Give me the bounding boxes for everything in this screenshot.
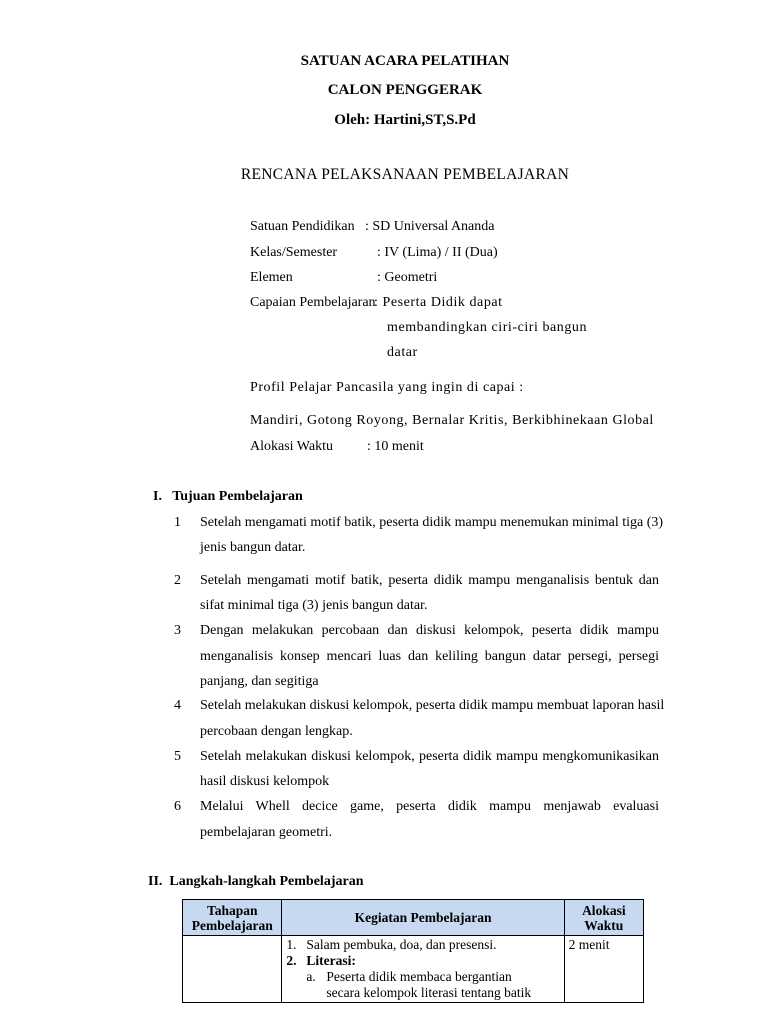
steps-table <box>182 899 644 1003</box>
list-item-text: Salam pembuka, doa, dan presensi. <box>306 937 497 952</box>
list-item-number: 5 <box>174 749 181 764</box>
list-item <box>286 937 559 953</box>
profil-label: Profil Pelajar Pancasila yang ingin di capai : <box>250 380 524 395</box>
list-item-line: Setelah mengamati motif batik, peserta didik mampu menganalisis bentuk dan <box>200 573 659 588</box>
list-item-line: pembelajaran geometri. <box>200 825 333 840</box>
list-item-line: Melalui Whell decice game, peserta didik mampu menjawab evaluasi <box>200 799 659 814</box>
list-item-line: percobaan dengan lengkap. <box>200 724 353 739</box>
table-header-row <box>183 900 644 936</box>
header-kegiatan: Kegiatan Pembelajaran <box>282 900 564 936</box>
list-item-number: 4 <box>174 698 181 713</box>
sub-list-item <box>286 969 559 1001</box>
table-row <box>183 936 644 1003</box>
info-elemen-label: Elemen <box>250 270 293 285</box>
list-item-line: Dengan melakukan percobaan dan diskusi kelompok, peserta didik mampu <box>200 623 659 638</box>
list-item-line: Setelah melakukan diskusi kelompok, peserta didik mampu membuat laporan hasil <box>200 698 665 713</box>
list-item-number: 2. <box>286 953 297 968</box>
list-item-text: Literasi: <box>306 953 356 968</box>
info-capaian-value-1: : Peserta Didik dapat <box>374 295 503 310</box>
rpp-title: RENCANA PELAKSANAAN PEMBELAJARAN <box>240 166 570 183</box>
section-2-heading: II. Langkah-langkah Pembelajaran <box>148 874 364 889</box>
document-author: Oleh: Hartini,ST,S.Pd <box>334 112 476 128</box>
info-capaian-label: Capaian Pembelajaran <box>250 295 376 310</box>
document-title-line-2: CALON PENGGERAK <box>327 82 483 98</box>
info-alokasi-label: Alokasi Waktu <box>250 439 333 454</box>
info-kelas-value: : IV (Lima) / II (Dua) <box>377 245 498 260</box>
info-capaian-value-2: membandingkan ciri-ciri bangun <box>387 320 587 335</box>
info-satuan-value: : SD Universal Ananda <box>365 219 495 234</box>
info-elemen-value: : Geometri <box>377 270 438 285</box>
list-item-line: sifat minimal tiga (3) jenis bangun datar. <box>200 598 428 613</box>
list-item-line: hasil diskusi kelompok <box>200 774 330 789</box>
sub-list-item-line: secara kelompok literasi tentang batik <box>326 985 532 1000</box>
header-alokasi: Alokasi Waktu <box>564 900 643 936</box>
list-item-number: 3 <box>174 623 181 638</box>
section-1-heading: I. Tujuan Pembelajaran <box>153 489 303 504</box>
sub-list-item-letter: a. <box>306 969 316 984</box>
list-item-number: 1. <box>286 937 297 952</box>
list-item-line: Setelah mengamati motif batik, peserta didik mampu menemukan minimal tiga (3) <box>200 515 664 530</box>
list-item-line: Setelah melakukan diskusi kelompok, peserta didik mampu mengkomunikasikan <box>200 749 659 764</box>
profil-value: Mandiri, Gotong Royong, Bernalar Kritis, Berkibhinekaan Global <box>250 413 654 428</box>
list-item-number: 1 <box>174 515 181 530</box>
document-title-line-1: SATUAN ACARA PELATIHAN <box>300 53 510 69</box>
list-item-number: 2 <box>174 573 181 588</box>
sub-list-item-text <box>326 969 531 1001</box>
header-tahapan: Tahapan Pembelajaran <box>183 900 282 936</box>
info-capaian-value-3: datar <box>387 345 418 360</box>
info-alokasi-value: : 10 menit <box>367 439 424 454</box>
cell-tahapan <box>183 936 282 1003</box>
list-item-line: panjang, dan segitiga <box>200 674 319 689</box>
sub-list-item-line: Peserta didik membaca bergantian <box>326 969 512 984</box>
list-item-number: 6 <box>174 799 181 814</box>
list-item <box>286 953 559 969</box>
cell-alokasi: 2 menit <box>564 936 643 1003</box>
cell-kegiatan <box>282 936 564 1003</box>
list-item-line: jenis bangun datar. <box>200 540 306 555</box>
info-kelas-label: Kelas/Semester <box>250 245 338 260</box>
info-satuan-label: Satuan Pendidikan <box>250 219 355 234</box>
list-item-line: menganalisis konsep mencari luas dan keliling bangun datar persegi, persegi <box>200 649 659 664</box>
